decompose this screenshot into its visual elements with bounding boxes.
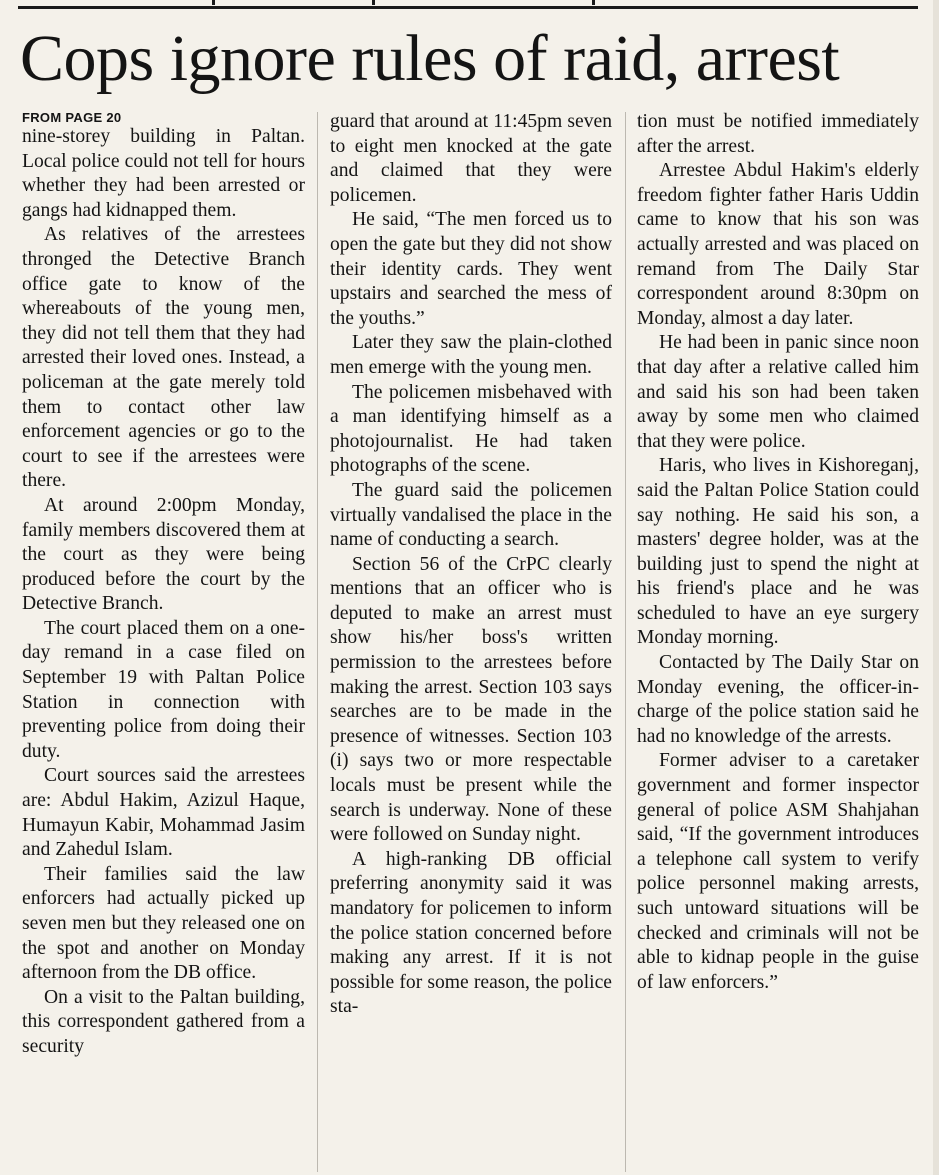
column-3 bbox=[637, 110, 919, 1175]
paragraph: Section 56 of the CrPC clearly mentions that an officer who is deputed to make an arrest must show his/her boss's written permission to the arrestees before making the arrest. Section 103 says searches are to be made in the presence of witnesses. Section 103 (i) says two or more respectable locals must be present while the search is underway. None of these were followed on Sunday night. bbox=[330, 553, 612, 846]
paragraph: Contacted by The Daily Star on Monday evening, the officer-in-charge of the police station said he had no knowledge of the arrests. bbox=[637, 652, 919, 747]
paragraph: He said, “The men forced us to open the gate but they did not show their identity cards. They went upstairs and searched the mess of the youths.” bbox=[330, 209, 612, 329]
page-edge bbox=[933, 0, 939, 1175]
paragraph: On a visit to the Paltan building, this correspondent gathered from a security bbox=[22, 986, 305, 1057]
headline: Cops ignore rules of raid, arrest bbox=[20, 22, 840, 95]
column-rule bbox=[317, 112, 318, 1172]
paragraph: The court placed them on a one-day remand in a case filed on September 19 with Paltan Police Station in connection with preventing police from doing their duty. bbox=[22, 617, 305, 762]
paragraph: The policemen misbehaved with a man identifying himself as a photojournalist. He had taken photographs of the scene. bbox=[330, 381, 612, 477]
paragraph: Haris, who lives in Kishoreganj, said the Paltan Police Station could say nothing. He said his son, a masters' degree holder, was at the building just to spend the night at his friend's place and he was scheduled to have an eye surgery Monday morning. bbox=[637, 455, 919, 649]
paragraph: guard that around at 11:45pm seven to eight men knocked at the gate and claimed that they were policemen. bbox=[330, 111, 612, 206]
paragraph: Former adviser to a caretaker government and former inspector general of police ASM Shahjahan said, “If the government introduces a telephone call system to verify police personnel making arrests, such untoward situations will be checked and criminals will not be able to kidnap people in the guise of law enforcers.” bbox=[637, 750, 919, 993]
paragraph: nine-storey building in Paltan. Local police could not tell for hours whether they had been arrested or gangs had kidnapped them. bbox=[22, 126, 305, 221]
paragraph: Court sources said the arrestees are: Abdul Hakim, Azizul Haque, Humayun Kabir, Mohammad Jasim and Zahedul Islam. bbox=[22, 765, 305, 861]
paragraph: tion must be notified immediately after the arrest. bbox=[637, 111, 919, 157]
column-2 bbox=[330, 110, 612, 1175]
paragraph: At around 2:00pm Monday, family members discovered them at the court as they were being produced before the court by the Detective Branch. bbox=[22, 494, 305, 615]
paragraph: The guard said the policemen virtually vandalised the place in the name of conducting a search. bbox=[330, 479, 612, 551]
paragraph: Later they saw the plain-clothed men emerge with the young men. bbox=[330, 332, 612, 378]
paragraph: He had been in panic since noon that day after a relative called him and said his son had been taken away by some men who claimed that they were police. bbox=[637, 332, 919, 452]
column-rule bbox=[625, 112, 626, 1172]
paragraph: Their families said the law enforcers had actually picked up seven men but they released one on the spot and another on Monday afternoon from the DB office. bbox=[22, 863, 305, 984]
paragraph: As relatives of the arrestees thronged the Detective Branch office gate to know of the whereabouts of the young men, they did not tell them that they had arrested their loved ones. Instead, a policeman at the gate merely told them to contact other law enforcement agencies or go to the court to see if the arrestees were there. bbox=[22, 224, 305, 492]
kicker: FROM PAGE 20 bbox=[22, 110, 122, 125]
paragraph: Arrestee Abdul Hakim's elderly freedom fighter father Haris Uddin came to know that his son was actually arrested and was placed on remand from The Daily Star correspondent around 8:30pm on Monday, almost a day later. bbox=[637, 160, 919, 329]
paragraph: A high-ranking DB official preferring anonymity said it was mandatory for policemen to inform the police station concerned before making any arrest. If it is not possible for some reason, the police sta- bbox=[330, 848, 612, 1018]
column-1 bbox=[22, 110, 305, 1175]
top-rule bbox=[18, 6, 918, 9]
